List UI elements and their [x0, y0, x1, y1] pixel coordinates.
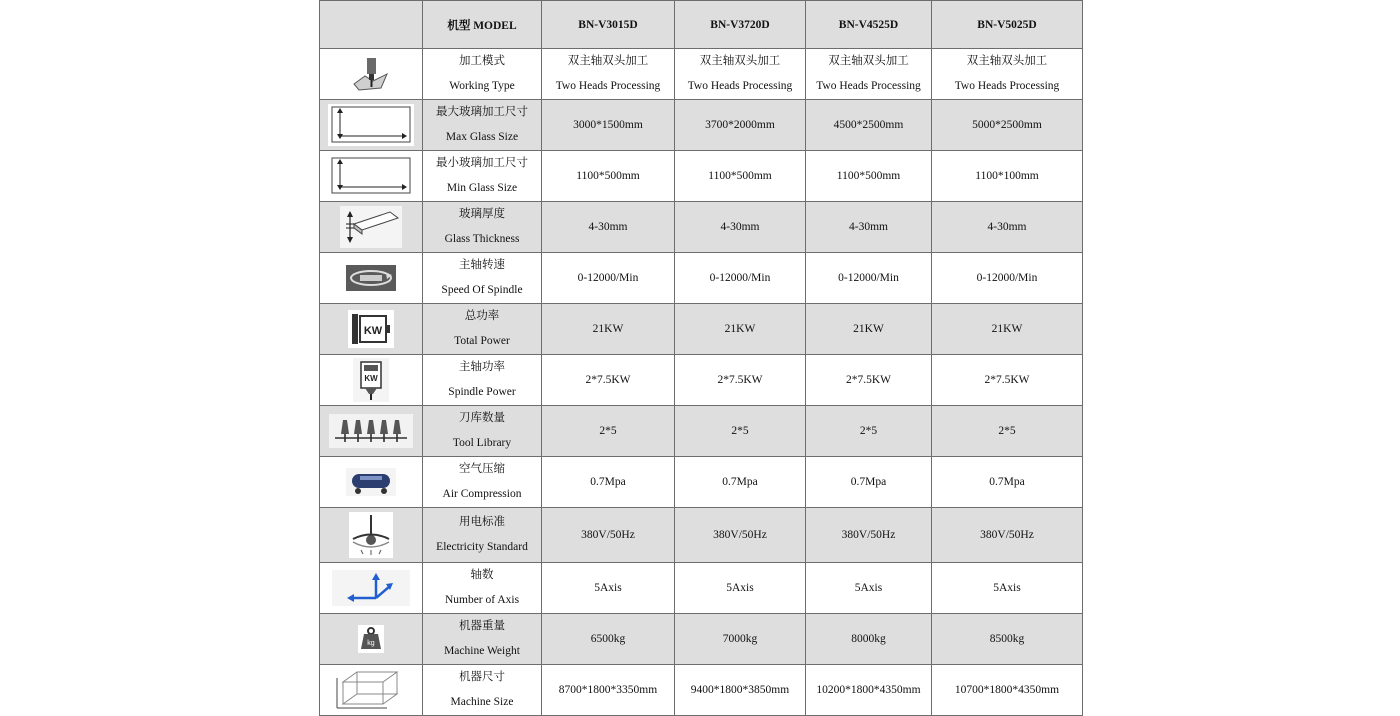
spec-value: 4500*2500mm	[806, 100, 932, 151]
spec-value: 21KW	[806, 304, 932, 355]
weight-icon	[358, 625, 384, 653]
glass-thickness-icon	[340, 206, 402, 248]
spec-label-zh: 最小玻璃加工尺寸	[436, 157, 528, 169]
min-size-frame-icon	[328, 155, 414, 197]
spec-value: 0-12000/Min	[675, 253, 806, 304]
value-zh: 双主轴双头加工	[966, 55, 1048, 67]
value-en: Two Heads Processing	[816, 80, 921, 92]
model-name: BN-V4525D	[806, 1, 932, 49]
spec-label-zh: 玻璃厚度	[459, 208, 505, 220]
spec-label-zh: 机器重量	[459, 620, 505, 632]
spec-value: 1100*500mm	[542, 151, 675, 202]
spec-value: 5Axis	[932, 563, 1083, 614]
spec-label	[423, 406, 542, 457]
weight-icon-label: kg	[367, 640, 375, 647]
icon-cell	[320, 49, 423, 100]
tool-library-icon	[329, 414, 413, 448]
icon-cell	[320, 508, 423, 563]
value-zh: 双主轴双头加工	[828, 55, 909, 67]
spindle-power-icon	[353, 358, 389, 402]
spec-label-en: Max Glass Size	[445, 131, 519, 143]
spec-label-en: Working Type	[449, 80, 515, 92]
spec-row-spindle-speed	[320, 253, 1083, 304]
spec-label-en: Air Compression	[442, 488, 522, 500]
spec-value	[806, 49, 932, 100]
spec-row-number-of-axis	[320, 563, 1083, 614]
spec-label-zh: 机器尺寸	[459, 671, 505, 683]
spec-value: 4-30mm	[542, 202, 675, 253]
spec-value: 9400*1800*3850mm	[675, 665, 806, 716]
max-size-frame-icon	[328, 104, 414, 146]
spec-label-en: Spindle Power	[448, 386, 516, 398]
spec-label	[423, 508, 542, 563]
spec-row-tool-library	[320, 406, 1083, 457]
spec-label-zh: 用电标准	[459, 516, 505, 528]
spec-label	[423, 665, 542, 716]
spec-label-zh: 轴数	[470, 569, 494, 581]
spec-row-electricity-standard	[320, 508, 1083, 563]
icon-cell	[320, 665, 423, 716]
axis-icon	[332, 570, 410, 606]
spec-value: 0.7Mpa	[542, 457, 675, 508]
cutting-head-icon	[351, 54, 391, 94]
spec-label	[423, 100, 542, 151]
icon-cell	[320, 253, 423, 304]
spec-value: 7000kg	[675, 614, 806, 665]
spec-value: 2*5	[675, 406, 806, 457]
value-zh: 双主轴双头加工	[567, 55, 649, 67]
spec-value: 21KW	[932, 304, 1083, 355]
spec-value: 380V/50Hz	[675, 508, 806, 563]
spec-row-machine-size	[320, 665, 1083, 716]
spec-label-en: Machine Weight	[444, 645, 520, 657]
value-zh: 双主轴双头加工	[699, 55, 781, 67]
total-power-icon	[348, 310, 394, 348]
spec-value: 0-12000/Min	[542, 253, 675, 304]
spec-value: 6500kg	[542, 614, 675, 665]
spec-label-en: Total Power	[454, 335, 510, 347]
spec-value: 2*5	[542, 406, 675, 457]
icon-cell	[320, 614, 423, 665]
spec-value: 2*7.5KW	[806, 355, 932, 406]
spec-row-glass-thickness	[320, 202, 1083, 253]
spec-label-zh: 主轴功率	[459, 361, 505, 373]
spec-row-max-glass-size	[320, 100, 1083, 151]
spec-value: 5000*2500mm	[932, 100, 1083, 151]
spec-value: 3700*2000mm	[675, 100, 806, 151]
spec-row-working-type	[320, 49, 1083, 100]
spec-label	[423, 151, 542, 202]
spec-value: 4-30mm	[932, 202, 1083, 253]
spec-value: 8500kg	[932, 614, 1083, 665]
spec-value: 2*5	[932, 406, 1083, 457]
spec-value	[542, 49, 675, 100]
spindle-speed-icon	[346, 265, 396, 291]
spec-label-zh: 空气压缩	[459, 463, 505, 475]
spec-label-en: Glass Thickness	[444, 233, 520, 245]
spec-value: 21KW	[675, 304, 806, 355]
spec-value: 0-12000/Min	[806, 253, 932, 304]
spec-row-air-compression	[320, 457, 1083, 508]
spec-value: 8700*1800*3350mm	[542, 665, 675, 716]
spec-label-en: Tool Library	[452, 437, 512, 449]
spec-value: 2*7.5KW	[932, 355, 1083, 406]
air-compressor-icon	[346, 468, 396, 496]
spec-label	[423, 614, 542, 665]
spec-table	[319, 0, 1083, 716]
model-name: BN-V3015D	[542, 1, 675, 49]
spec-label	[423, 49, 542, 100]
electricity-icon	[349, 512, 393, 558]
icon-cell	[320, 202, 423, 253]
spec-value: 10700*1800*4350mm	[932, 665, 1083, 716]
icon-cell	[320, 151, 423, 202]
spec-value: 4-30mm	[675, 202, 806, 253]
spec-row-total-power	[320, 304, 1083, 355]
spec-value	[675, 49, 806, 100]
spec-value: 380V/50Hz	[932, 508, 1083, 563]
spec-label-en: Min Glass Size	[446, 182, 518, 194]
spec-value: 5Axis	[542, 563, 675, 614]
spec-label-zh: 最大玻璃加工尺寸	[436, 106, 528, 118]
spec-row-min-glass-size	[320, 151, 1083, 202]
spec-value: 3000*1500mm	[542, 100, 675, 151]
spec-row-spindle-power	[320, 355, 1083, 406]
spec-value: 1100*500mm	[675, 151, 806, 202]
spec-value: 1100*100mm	[932, 151, 1083, 202]
spec-value: 380V/50Hz	[806, 508, 932, 563]
spec-value: 380V/50Hz	[542, 508, 675, 563]
spec-value	[932, 49, 1083, 100]
spec-value: 2*7.5KW	[675, 355, 806, 406]
value-en: Two Heads Processing	[555, 80, 661, 92]
spec-label	[423, 304, 542, 355]
spec-value: 0-12000/Min	[932, 253, 1083, 304]
model-name: BN-V3720D	[675, 1, 806, 49]
spec-value: 2*7.5KW	[542, 355, 675, 406]
spec-label-en: Speed Of Spindle	[441, 284, 523, 296]
icon-cell	[320, 406, 423, 457]
icon-cell	[320, 355, 423, 406]
spec-label	[423, 457, 542, 508]
header-icon-cell	[320, 1, 423, 49]
value-en: Two Heads Processing	[954, 80, 1060, 92]
spec-label-zh: 加工模式	[459, 55, 505, 67]
spec-value: 10200*1800*4350mm	[806, 665, 932, 716]
spec-value: 0.7Mpa	[675, 457, 806, 508]
spec-value: 4-30mm	[806, 202, 932, 253]
spec-label-zh: 主轴转速	[459, 259, 505, 271]
icon-cell	[320, 457, 423, 508]
spec-value: 1100*500mm	[806, 151, 932, 202]
model-label: 机型 MODEL	[423, 1, 542, 49]
icon-cell	[320, 100, 423, 151]
spec-value: 5Axis	[675, 563, 806, 614]
spec-value: 21KW	[542, 304, 675, 355]
spec-label-en: Machine Size	[450, 696, 514, 708]
spec-label	[423, 202, 542, 253]
spec-value: 8000kg	[806, 614, 932, 665]
spec-label-en: Number of Axis	[444, 594, 520, 606]
value-en: Two Heads Processing	[687, 80, 793, 92]
spec-label-zh: 总功率	[464, 310, 500, 322]
spec-value: 2*5	[806, 406, 932, 457]
spec-value: 0.7Mpa	[932, 457, 1083, 508]
spec-label-zh: 刀库数量	[459, 412, 505, 424]
spec-label	[423, 253, 542, 304]
spec-label	[423, 563, 542, 614]
spec-label-en: Electricity Standard	[436, 541, 528, 553]
icon-cell	[320, 304, 423, 355]
spec-value: 5Axis	[806, 563, 932, 614]
model-name: BN-V5025D	[932, 1, 1083, 49]
spec-label	[423, 355, 542, 406]
spec-row-machine-weight	[320, 614, 1083, 665]
spindle-power-icon-label: KW	[364, 374, 378, 383]
machine-size-icon	[331, 668, 411, 712]
icon-cell	[320, 563, 423, 614]
spec-value: 0.7Mpa	[806, 457, 932, 508]
total-power-icon-label: KW	[363, 325, 383, 337]
header-row	[320, 1, 1083, 49]
